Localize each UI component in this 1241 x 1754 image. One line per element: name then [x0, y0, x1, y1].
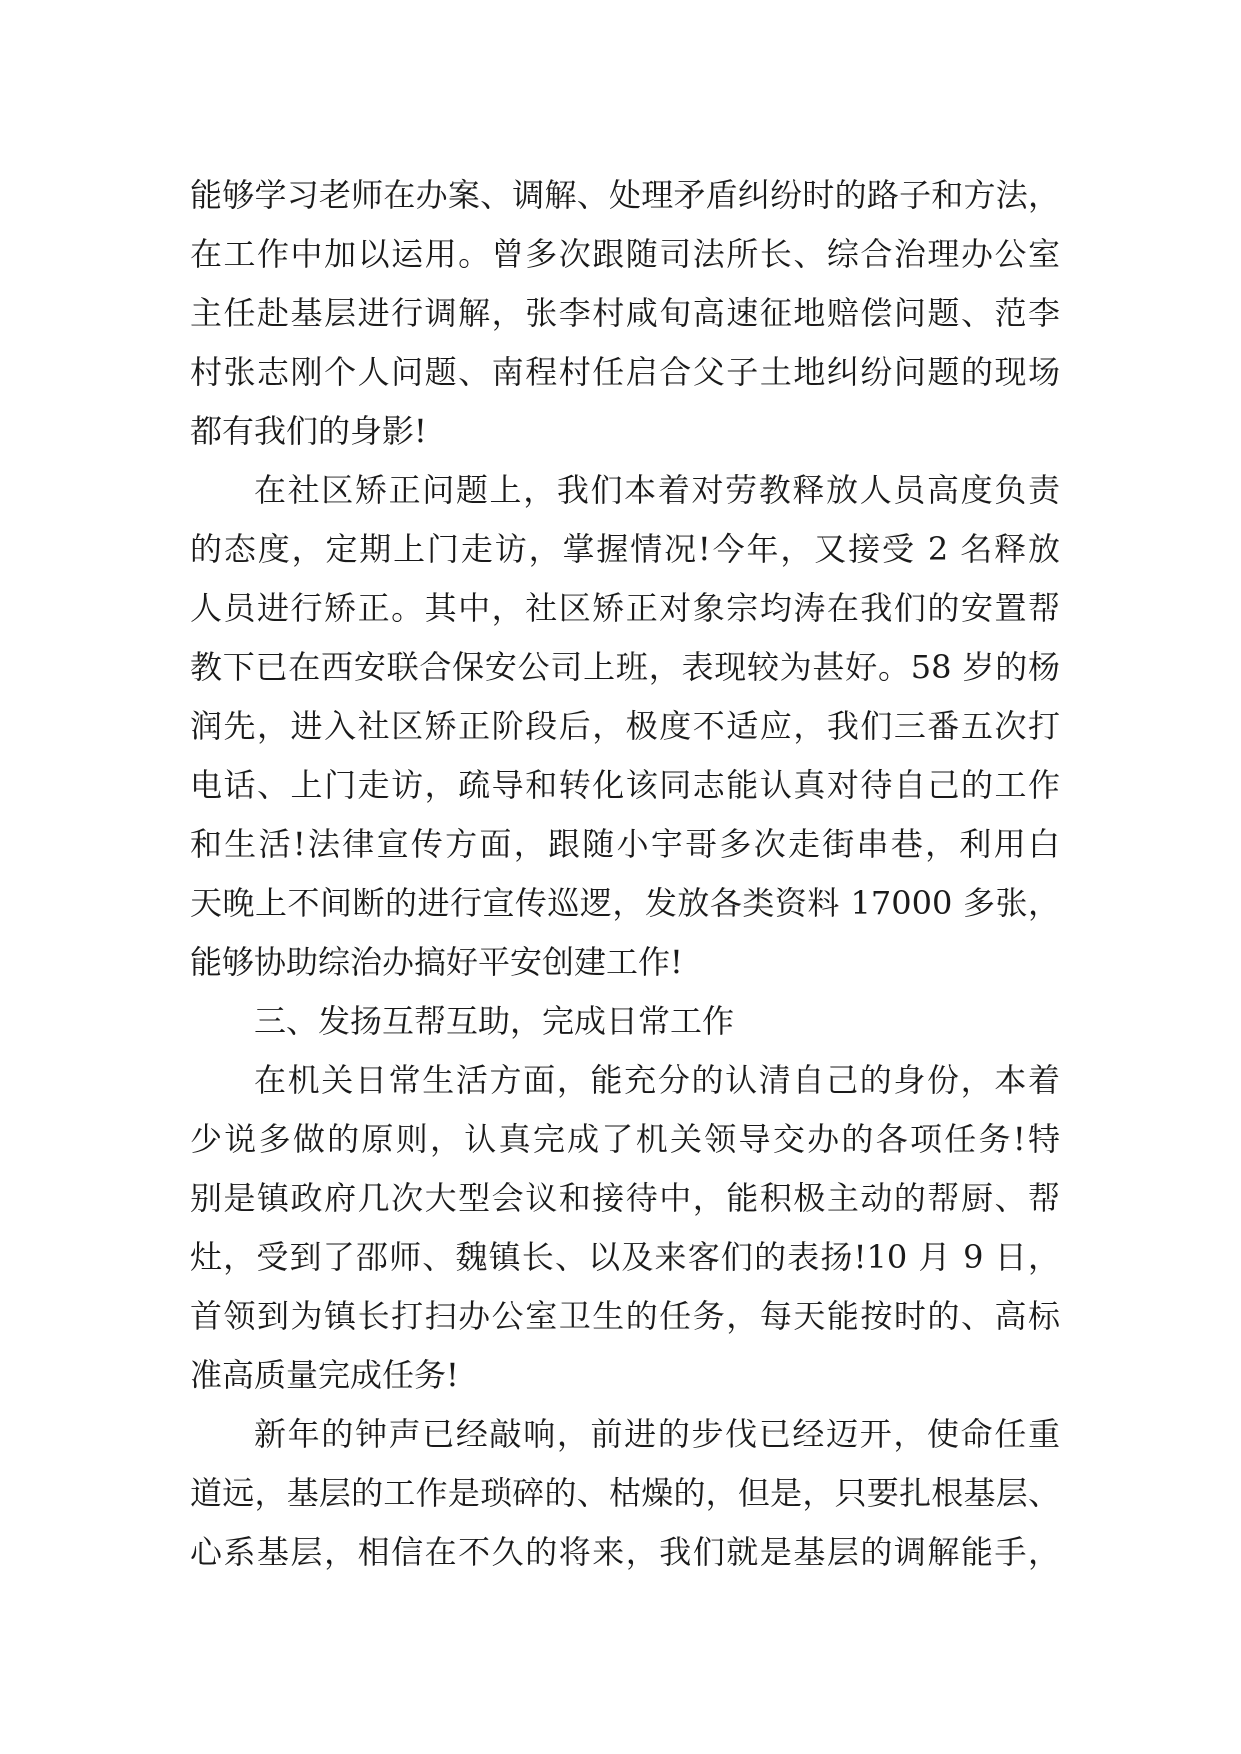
text-line: 少说多做的原则，认真完成了机关领导交办的各项任务!特: [190, 1120, 1060, 1158]
paragraph-p3: [190, 992, 1060, 1051]
text-line: 三、发扬互帮互助，完成日常工作: [254, 1002, 735, 1040]
text-line: 电话、上门走访，疏导和转化该同志能认真对待自己的工作: [190, 766, 1060, 804]
text-line: 村张志刚个人问题、南程村任启合父子土地纠纷问题的现场: [190, 353, 1060, 391]
text-line: 在社区矫正问题上，我们本着对劳教释放人员高度负责: [254, 471, 1060, 509]
text-line: 润先，进入社区矫正阶段后，极度不适应，我们三番五次打: [190, 707, 1060, 745]
text-line: 教下已在西安联合保安公司上班，表现较为甚好。58 岁的杨: [190, 648, 1060, 686]
text-line: 和生活!法律宣传方面，跟随小宇哥多次走街串巷，利用白: [190, 825, 1060, 863]
text-line: 心系基层，相信在不久的将来，我们就是基层的调解能手，: [190, 1533, 1060, 1571]
paragraph-p4: [190, 1051, 1060, 1405]
text-line: 都有我们的身影!: [190, 412, 427, 450]
text-line: 天晚上不间断的进行宣传巡逻，发放各类资料 17000 多张，: [190, 884, 1060, 922]
paragraph-p5: [190, 1405, 1060, 1582]
text-line: 新年的钟声已经敲响，前进的步伐已经迈开，使命任重: [254, 1415, 1060, 1453]
text-line: 在工作中加以运用。曾多次跟随司法所长、综合治理办公室: [190, 235, 1060, 273]
text-line: 主任赴基层进行调解，张李村咸旬高速征地赔偿问题、范李: [190, 294, 1060, 332]
paragraph-p2: [190, 461, 1060, 992]
text-line: 别是镇政府几次大型会议和接待中，能积极主动的帮厨、帮: [190, 1179, 1060, 1217]
text-line: 能够学习老师在办案、调解、处理矛盾纠纷时的路子和方法，: [190, 176, 1060, 214]
text-line: 能够协助综治办搞好平安创建工作!: [190, 943, 683, 981]
text-line: 在机关日常生活方面，能充分的认清自己的身份，本着: [254, 1061, 1060, 1099]
text-line: 准高质量完成任务!: [190, 1356, 459, 1394]
text-line: 道远，基层的工作是琐碎的、枯燥的，但是，只要扎根基层、: [190, 1474, 1060, 1512]
document-page: [190, 166, 1060, 1582]
text-line: 首领到为镇长打扫办公室卫生的任务，每天能按时的、高标: [190, 1297, 1060, 1335]
paragraph-p1: [190, 166, 1060, 461]
text-line: 的态度，定期上门走访，掌握情况!今年，又接受 2 名释放: [190, 530, 1060, 568]
document-body: [190, 166, 1060, 1582]
text-line: 灶，受到了邵师、魏镇长、以及来客们的表扬!10 月 9 日，: [190, 1238, 1060, 1276]
text-line: 人员进行矫正。其中，社区矫正对象宗均涛在我们的安置帮: [190, 589, 1060, 627]
